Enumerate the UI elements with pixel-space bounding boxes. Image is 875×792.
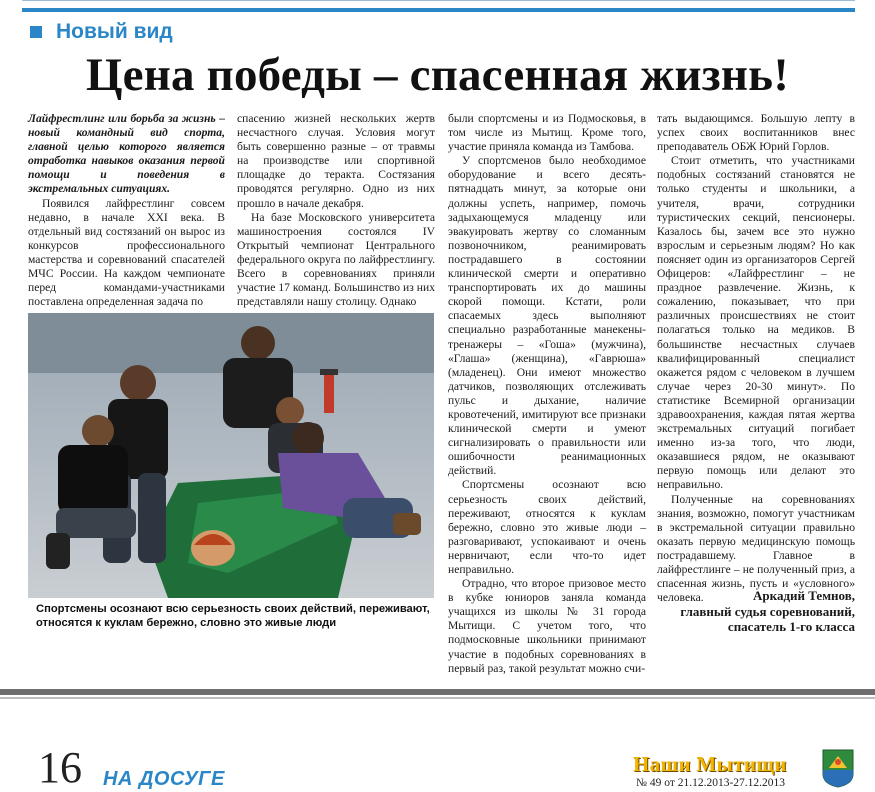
page-number: 16 (38, 743, 82, 792)
footer-rule (0, 689, 875, 695)
photo-caption: Спортсмены осознают всю серьезность своих действий, переживают, относятся к куклам бережно, словно это живые люди (36, 603, 430, 629)
article-paragraph: У спортсменов было необходимое оборудование и всего десять-пятнадцать минут, за которые они должны успеть, например, помочь задыхающемуся младенцу или эвакуировать жертву со сломанным позвоночником, реанимировать пострадавшего в состоянии клинической смерти и оперативно транспортировать их до машины скорой помощи. Кстати, роли спасаемых здесь выполняют специально разработанные манекены-тренажеры – «Гоша» (мужчина), «Глаша» (женщина), «Гаврюша» (младенец). Они имеют множество датчиков, позволяющих отслеживать пульс и дыхание, наличие кровотечений, имитируют все признаки клинической смерти и умеют сигнализировать о правильности или ошибочности реанимационных действий. (448, 154, 646, 478)
top-rule (22, 8, 855, 12)
article-paragraph: были спортсмены и из Подмосковья, в том числе из Мытищ. Кроме того, участие приняла команда из Тамбова. (448, 112, 646, 154)
section-header (30, 20, 173, 44)
author-signature (657, 588, 855, 635)
author-name: Аркадий Темнов, (753, 588, 855, 603)
section-square-icon (30, 26, 42, 38)
photo-illustration (28, 313, 434, 598)
article-column-1 (28, 112, 225, 309)
article-photo (28, 313, 434, 598)
top-thin-rule (22, 0, 855, 1)
article-paragraph: Отрадно, что второе призовое место в кубке юниоров заняла команда учащихся из школы № 31 города Мытищи. С учетом того, что подмосковные школьники принимают участие в подобных соревнованиях в первый раз, такой результат можно счи- (448, 577, 646, 675)
headline: Цена победы – спасенная жизнь! (85, 49, 790, 101)
section-label: Новый вид (56, 20, 173, 43)
article-paragraph: тать выдающимся. Большую лепту в успех своих воспитанников внес преподаватель ОБЖ Юрий Горлов. (657, 112, 855, 154)
article-paragraph: Полученные на соревнованиях знания, возможно, помогут участникам в экстремальной ситуации правильно оказать первую медицинскую помощь пострадавшему. Главное в лайфрестлинге – не полученный приз, а спасенная жизнь, пусть и «условного» человека. (657, 492, 855, 605)
author-role: главный судья соревнований, (680, 603, 855, 619)
footer-rule-thin (0, 697, 875, 699)
article-lead: Лайфрестлинг или борьба за жизнь – новый командный вид спорта, главной целью которого является отработка навыков оказания первой помощи и поведения в экстремальных ситуациях. (28, 112, 225, 196)
article-column-4 (657, 112, 855, 605)
article-column-3 (448, 112, 646, 676)
article-paragraph: Появился лайфрестлинг совсем недавно, в начале XXI века. В отдельный вид состязаний он вырос из конкурсов профессионального мастерства и соревнований спасателей МЧС России. На каждом чемпионате перед командами-участниками поставлена определенная задача по (28, 196, 225, 309)
article-paragraph: На базе Московского университета машиностроения состоялся IV Открытый чемпионат Центрального федерального округа по лайфрестлингу. Всего в соревнованиях приняли участие 17 команд. Большинство из них представляли нашу столицу. Однако (237, 210, 435, 309)
footer-rubric: НА ДОСУГЕ (103, 768, 225, 790)
article-paragraph: Стоит отметить, что участниками подобных состязаний становятся не только студенты и школьники, а учителя, врачи, сотрудники туристических секций, пенсионеры. Казалось бы, зачем все это нужно взрослым и серьезным людям? Но как поясняет один из организаторов Сергей Офицеров: «Лайфрестлинг – не праздное развлечение. Жизнь, к сожалению, показывает, что при различных происшествиях не стоит полагаться только на медиков. В большинстве несчастных случаев квалифицированный специалист окажется рядом с человеком в лучшем случае через 20-30 минут». По статистике Всемирной организации здравоохранения, каждая пятая жертва экстремальных ситуаций погибает именно из-за того, что люди, оказавшиеся рядом, не оказывают первую помощь или делают это неправильно. (657, 154, 855, 492)
issue-info: № 49 от 21.12.2013-27.12.2013 (636, 777, 786, 789)
newspaper-masthead: Наши Мытищи (633, 752, 787, 776)
article-paragraph: Спортсмены осознают всю серьезность своих действий, переживают, относятся к куклам бережно, словно это живые люди – разговаривают, успокаивают и очень нервничают, если что-то идет неправильно. (448, 478, 646, 576)
author-rank: спасатель 1-го класса (727, 619, 855, 634)
article-paragraph: спасению жизней нескольких жертв несчастного случая. Условия могут быть совершенно разные – от травмы на производстве или спортивной площадке до теракта. Состязания проводятся регулярно. Одно из них прошло в начале декабря. (237, 112, 435, 210)
article-column-2 (237, 112, 435, 309)
city-emblem-icon (821, 748, 855, 788)
